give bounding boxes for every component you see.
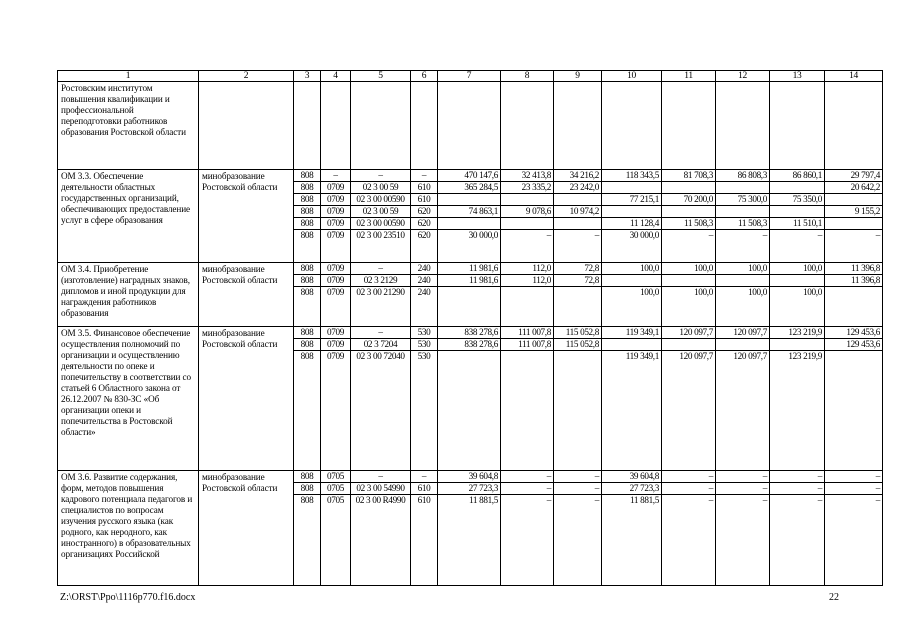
amount-cell: 11 981,6 <box>438 275 501 287</box>
amount-cell <box>501 351 554 471</box>
amount-cell: 119 349,1 <box>602 327 662 339</box>
amount-cell <box>662 182 716 194</box>
code-cell: 02 3 00 23510 <box>351 230 411 263</box>
code-cell: 0709 <box>321 287 351 327</box>
amount-cell: – <box>554 471 602 483</box>
amount-cell: – <box>501 495 554 586</box>
amount-cell: 123 219,9 <box>770 351 825 471</box>
code-cell: 240 <box>411 263 438 275</box>
amount-cell <box>602 339 662 351</box>
amount-cell: – <box>662 230 716 263</box>
code-cell: 0709 <box>321 206 351 218</box>
code-cell: 620 <box>411 206 438 218</box>
amount-cell: – <box>770 230 825 263</box>
column-number-9: 9 <box>554 71 602 82</box>
measure-name: ОМ 3.6. Развитие содержания, форм, методов повышения кадрового потенциала педагогов и специалистов по вопросам изучения русского языка (как родного, как неродного, как иностранного) в образовательных организациях Российской <box>58 471 199 586</box>
amount-cell: 100,0 <box>770 263 825 275</box>
amount-cell <box>554 218 602 230</box>
amount-cell: 100,0 <box>662 263 716 275</box>
code-cell: – <box>351 471 411 483</box>
amount-cell: – <box>716 483 770 495</box>
amount-cell: – <box>716 230 770 263</box>
amount-cell: 365 284,5 <box>438 182 501 194</box>
code-cell: 808 <box>294 275 321 287</box>
amount-cell: – <box>770 495 825 586</box>
amount-cell <box>716 182 770 194</box>
code-cell: 0709 <box>321 194 351 206</box>
column-number-3: 3 <box>294 71 321 82</box>
amount-cell: – <box>501 471 554 483</box>
code-cell: 0709 <box>321 230 351 263</box>
code-cell: – <box>351 170 411 182</box>
responsible-agency: минобразование Ростовской области <box>199 327 294 471</box>
amount-cell: 111 007,8 <box>501 327 554 339</box>
code-cell: 610 <box>411 483 438 495</box>
page-number: 22 <box>829 592 839 603</box>
amount-cell: 34 216,2 <box>554 170 602 182</box>
amount-cell: 115 052,8 <box>554 327 602 339</box>
code-cell: 808 <box>294 327 321 339</box>
code-cell: 808 <box>294 230 321 263</box>
amount-cell: – <box>825 495 883 586</box>
amount-cell: – <box>825 483 883 495</box>
column-number-10: 10 <box>602 71 662 82</box>
amount-cell <box>716 339 770 351</box>
code-cell: 0709 <box>321 218 351 230</box>
amount-cell: – <box>554 230 602 263</box>
responsible-agency: минобразование Ростовской области <box>199 170 294 263</box>
code-cell: 0709 <box>321 339 351 351</box>
code-cell: 808 <box>294 206 321 218</box>
code-cell: 02 3 7204 <box>351 339 411 351</box>
amount-cell: 112,0 <box>501 275 554 287</box>
amount-cell: – <box>501 483 554 495</box>
amount-cell <box>770 275 825 287</box>
continuation-text: Ростовским институтом повышения квалификации и профессиональной переподготовки работников образования Ростовской области <box>58 82 199 170</box>
responsible-agency: минобразование Ростовской области <box>199 263 294 327</box>
code-cell: 808 <box>294 182 321 194</box>
amount-cell <box>716 275 770 287</box>
code-cell: 808 <box>294 218 321 230</box>
code-cell: 02 3 00 72040 <box>351 351 411 471</box>
amount-cell: 100,0 <box>770 287 825 327</box>
amount-cell: 100,0 <box>716 263 770 275</box>
amount-cell: 86 808,3 <box>716 170 770 182</box>
amount-cell: 470 147,6 <box>438 170 501 182</box>
code-cell: 610 <box>411 194 438 206</box>
amount-cell: 100,0 <box>602 287 662 327</box>
column-number-1: 1 <box>58 71 199 82</box>
code-cell: 620 <box>411 218 438 230</box>
amount-cell <box>825 218 883 230</box>
amount-cell: – <box>554 483 602 495</box>
amount-cell: – <box>825 471 883 483</box>
amount-cell: – <box>825 230 883 263</box>
amount-cell: 838 278,6 <box>438 339 501 351</box>
amount-cell <box>662 339 716 351</box>
amount-cell: 30 000,0 <box>438 230 501 263</box>
code-cell: – <box>321 170 351 182</box>
code-cell: 0709 <box>321 351 351 471</box>
amount-cell <box>438 194 501 206</box>
code-cell: 0709 <box>321 327 351 339</box>
code-cell: 02 3 00 R4990 <box>351 495 411 586</box>
code-cell: 0705 <box>321 495 351 586</box>
table-body <box>58 82 883 586</box>
amount-cell: 32 413,8 <box>501 170 554 182</box>
code-cell: 808 <box>294 339 321 351</box>
amount-cell: 100,0 <box>716 287 770 327</box>
amount-cell <box>825 287 883 327</box>
code-cell: 808 <box>294 287 321 327</box>
amount-cell <box>501 194 554 206</box>
amount-cell: 120 097,7 <box>716 327 770 339</box>
amount-cell: 23 242,0 <box>554 182 602 194</box>
amount-cell: 74 863,1 <box>438 206 501 218</box>
amount-cell: 75 300,0 <box>716 194 770 206</box>
amount-cell <box>770 182 825 194</box>
amount-cell: 11 508,3 <box>662 218 716 230</box>
code-cell: 808 <box>294 483 321 495</box>
amount-cell: 100,0 <box>602 263 662 275</box>
amount-cell: – <box>716 495 770 586</box>
amount-cell: 20 642,2 <box>825 182 883 194</box>
column-number-11: 11 <box>662 71 716 82</box>
amount-cell: – <box>662 495 716 586</box>
code-cell: 808 <box>294 263 321 275</box>
column-number-2: 2 <box>199 71 294 82</box>
amount-cell: 77 215,1 <box>602 194 662 206</box>
amount-cell: 72,8 <box>554 263 602 275</box>
amount-cell <box>438 218 501 230</box>
code-cell: 02 3 00 54990 <box>351 483 411 495</box>
code-cell: 02 3 00 00590 <box>351 194 411 206</box>
amount-cell: 23 335,2 <box>501 182 554 194</box>
amount-cell: 11 396,8 <box>825 275 883 287</box>
amount-cell: 123 219,9 <box>770 327 825 339</box>
code-cell: 0705 <box>321 471 351 483</box>
amount-cell <box>438 287 501 327</box>
code-cell: 0705 <box>321 483 351 495</box>
column-number-14: 14 <box>825 71 883 82</box>
amount-cell: – <box>770 471 825 483</box>
amount-cell: 9 078,6 <box>501 206 554 218</box>
amount-cell <box>662 206 716 218</box>
amount-cell: 72,8 <box>554 275 602 287</box>
amount-cell: – <box>662 483 716 495</box>
amount-cell: 27 723,3 <box>602 483 662 495</box>
code-cell: 02 3 00 21290 <box>351 287 411 327</box>
code-cell: 02 3 00 59 <box>351 182 411 194</box>
amount-cell: 29 797,4 <box>825 170 883 182</box>
amount-cell: 11 396,8 <box>825 263 883 275</box>
table-row <box>58 170 883 182</box>
amount-cell <box>501 218 554 230</box>
code-cell: 808 <box>294 194 321 206</box>
code-cell: 240 <box>411 275 438 287</box>
code-cell: – <box>411 170 438 182</box>
column-number-7: 7 <box>438 71 501 82</box>
code-cell: 530 <box>411 327 438 339</box>
code-cell: – <box>351 327 411 339</box>
file-path-footer: Z:\ORST\Ppo\1116p770.f16.docx <box>60 592 196 603</box>
code-cell: 02 3 00 00590 <box>351 218 411 230</box>
table-row <box>58 471 883 483</box>
amount-cell <box>501 287 554 327</box>
amount-cell: 75 350,0 <box>770 194 825 206</box>
amount-cell: – <box>554 495 602 586</box>
amount-cell: 100,0 <box>662 287 716 327</box>
amount-cell: 120 097,7 <box>716 351 770 471</box>
amount-cell <box>554 287 602 327</box>
amount-cell: 838 278,6 <box>438 327 501 339</box>
amount-cell: 11 128,4 <box>602 218 662 230</box>
amount-cell: – <box>716 471 770 483</box>
amount-cell <box>554 351 602 471</box>
amount-cell <box>554 194 602 206</box>
column-number-4: 4 <box>321 71 351 82</box>
amount-cell: 39 604,8 <box>438 471 501 483</box>
column-number-12: 12 <box>716 71 770 82</box>
code-cell: – <box>351 263 411 275</box>
amount-cell <box>438 351 501 471</box>
amount-cell: 70 200,0 <box>662 194 716 206</box>
amount-cell: 86 860,1 <box>770 170 825 182</box>
amount-cell: – <box>770 483 825 495</box>
amount-cell: – <box>662 471 716 483</box>
table-row <box>58 327 883 339</box>
measure-name: ОМ 3.4. Приобретение (изготовление) наградных знаков, дипломов и иной продукции для награждения работников образования <box>58 263 199 327</box>
amount-cell: 39 604,8 <box>602 471 662 483</box>
amount-cell: 27 723,3 <box>438 483 501 495</box>
code-cell: 240 <box>411 287 438 327</box>
header-row <box>58 71 883 82</box>
code-cell: 0709 <box>321 263 351 275</box>
code-cell: 0709 <box>321 182 351 194</box>
code-cell: 530 <box>411 351 438 471</box>
amount-cell <box>602 182 662 194</box>
amount-cell: 115 052,8 <box>554 339 602 351</box>
code-cell: 808 <box>294 170 321 182</box>
amount-cell: 118 343,5 <box>602 170 662 182</box>
column-number-5: 5 <box>351 71 411 82</box>
amount-cell: 11 981,6 <box>438 263 501 275</box>
amount-cell: 11 881,5 <box>438 495 501 586</box>
amount-cell: 119 349,1 <box>602 351 662 471</box>
responsible-agency: минобразование Ростовской области <box>199 471 294 586</box>
code-cell: – <box>411 471 438 483</box>
amount-cell: 120 097,7 <box>662 351 716 471</box>
code-cell: 0709 <box>321 275 351 287</box>
code-cell: 808 <box>294 471 321 483</box>
column-number-header <box>58 71 883 82</box>
amount-cell: – <box>501 230 554 263</box>
amount-cell: 112,0 <box>501 263 554 275</box>
code-cell: 808 <box>294 351 321 471</box>
code-cell: 610 <box>411 182 438 194</box>
code-cell: 620 <box>411 230 438 263</box>
amount-cell <box>602 206 662 218</box>
amount-cell: 10 974,2 <box>554 206 602 218</box>
measure-name: ОМ 3.5. Финансовое обеспечение осуществления полномочий по организации и осуществлению деятельности по опеке и попечительству в соответствии со статьей 6 Областного закона от 26.12.2007 № 830-ЗС «Об организации опеки и попечительства в Ростовской области» <box>58 327 199 471</box>
amount-cell: 120 097,7 <box>662 327 716 339</box>
amount-cell <box>770 206 825 218</box>
amount-cell: 11 881,5 <box>602 495 662 586</box>
code-cell: 610 <box>411 495 438 586</box>
amount-cell: 11 510,1 <box>770 218 825 230</box>
code-cell: 808 <box>294 495 321 586</box>
measure-name: ОМ 3.3. Обеспечение деятельности областных государственных организаций, обеспечивающих предоставление услуг в сфере образования <box>58 170 199 263</box>
continuation-row <box>58 82 883 170</box>
amount-cell <box>825 194 883 206</box>
column-number-8: 8 <box>501 71 554 82</box>
amount-cell: 30 000,0 <box>602 230 662 263</box>
amount-cell: 81 708,3 <box>662 170 716 182</box>
column-number-13: 13 <box>770 71 825 82</box>
amount-cell: 11 508,3 <box>716 218 770 230</box>
amount-cell <box>716 206 770 218</box>
table-row <box>58 263 883 275</box>
amount-cell <box>602 275 662 287</box>
budget-table <box>57 70 883 586</box>
amount-cell: 111 007,8 <box>501 339 554 351</box>
amount-cell: 129 453,6 <box>825 327 883 339</box>
amount-cell: 9 155,2 <box>825 206 883 218</box>
amount-cell <box>770 339 825 351</box>
amount-cell <box>825 351 883 471</box>
code-cell: 530 <box>411 339 438 351</box>
code-cell: 02 3 00 59 <box>351 206 411 218</box>
code-cell: 02 3 2129 <box>351 275 411 287</box>
column-number-6: 6 <box>411 71 438 82</box>
amount-cell <box>662 275 716 287</box>
amount-cell: 129 453,6 <box>825 339 883 351</box>
